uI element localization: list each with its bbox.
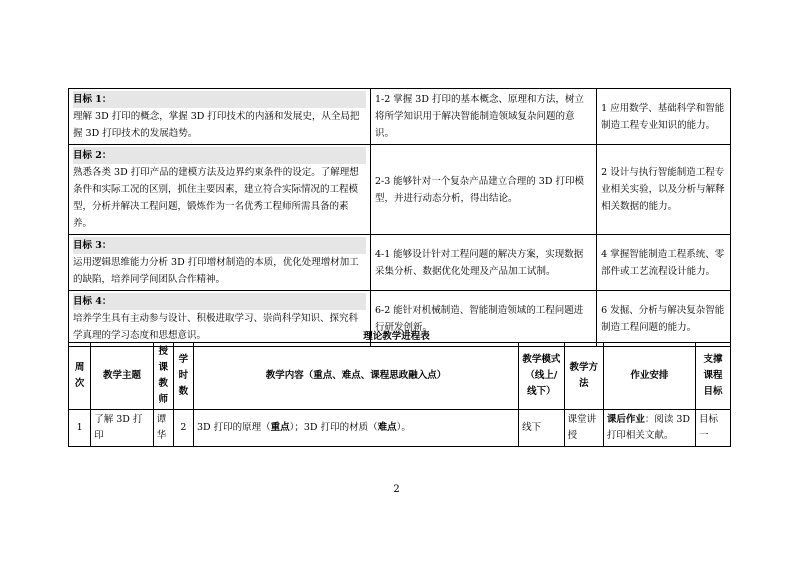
content-difficult-point: 难点 bbox=[377, 422, 397, 433]
goal-title: 目标 1： bbox=[73, 91, 366, 108]
header-homework: 作业安排 bbox=[603, 343, 695, 410]
header-teacher: 授课教师 bbox=[153, 343, 173, 410]
goal-indicator-cell: 1-2 掌握 3D 打印的基本概念、原理和方法，树立将所学知识用于解决智能制造领域复杂问题的意识。 bbox=[370, 89, 596, 145]
goal-text: 熟悉各类 3D 打印产品的建模方法及边界约束条件的设定。了解理想条件和实际工况的区别，抓住主要因素，建立符合实际情况的工程模型，分析并解决工程问题，锻炼作为一名优秀工程师所需具备的素养。 bbox=[73, 167, 359, 229]
content-part-b: ）；3D 打印的材质（ bbox=[289, 422, 378, 433]
goal-title: 目标 2： bbox=[73, 147, 366, 164]
schedule-header-row bbox=[69, 343, 731, 410]
cell-support: 目标一 bbox=[695, 410, 730, 447]
goal-row bbox=[69, 145, 731, 235]
schedule-title: 理论教学进程表 bbox=[363, 331, 430, 342]
cell-mode: 线下 bbox=[519, 410, 565, 447]
goal-description-cell bbox=[69, 89, 371, 145]
cell-homework bbox=[603, 410, 695, 447]
page-number: 2 bbox=[393, 484, 400, 495]
goal-text: 培养学生具有主动参与设计、积极进取学习、崇尚科学知识、探究科学真理的学习态度和思想意识。 bbox=[73, 313, 359, 341]
content-part-c: ）。 bbox=[396, 422, 411, 433]
goal-text: 运用逻辑思维能力分析 3D 打印增材制造的本质，优化处理增材加工的缺陷，培养同学间团队合作精神。 bbox=[73, 257, 359, 285]
homework-text: ：阅读 3D 打印相关文献。 bbox=[606, 414, 691, 441]
cell-teacher: 谭华 bbox=[153, 410, 173, 447]
header-week: 周次 bbox=[69, 343, 91, 410]
cell-topic: 了解 3D 打印 bbox=[91, 410, 153, 447]
schedule-row bbox=[69, 410, 731, 447]
goal-indicator-cell: 6-2 能针对机械制造、智能制造领域的工程问题进行研发创新。 bbox=[370, 291, 596, 347]
cell-method: 课堂讲授 bbox=[564, 410, 603, 447]
goal-description-cell bbox=[69, 145, 371, 235]
goal-title: 目标 4： bbox=[73, 293, 366, 310]
goal-title: 目标 3： bbox=[73, 237, 366, 254]
goal-requirement-cell: 4 掌握智能制造工程系统、零部件或工艺流程设计能力。 bbox=[597, 235, 731, 291]
header-content: 教学内容（重点、难点、课程思政融入点） bbox=[193, 343, 518, 410]
schedule-table bbox=[68, 342, 731, 447]
goal-text: 理解 3D 打印的概念，掌握 3D 打印技术的内涵和发展史，从全局把握 3D 打印技术的发展趋势。 bbox=[73, 111, 360, 139]
goal-description-cell bbox=[69, 235, 371, 291]
homework-label: 课后作业 bbox=[606, 414, 645, 425]
content-key-point: 重点 bbox=[270, 422, 290, 433]
goals-table bbox=[68, 88, 731, 347]
cell-week: 1 bbox=[69, 410, 91, 447]
cell-hours: 2 bbox=[173, 410, 193, 447]
header-method: 教学方法 bbox=[564, 343, 603, 410]
header-support: 支撑课程目标 bbox=[695, 343, 730, 410]
goal-requirement-cell: 6 发掘、分析与解决复杂智能制造工程问题的能力。 bbox=[597, 291, 731, 347]
goal-requirement-cell: 1 应用数学、基础科学和智能制造工程专业知识的能力。 bbox=[597, 89, 731, 145]
goal-requirement-cell: 2 设计与执行智能制造工程专业相关实验，以及分析与解释相关数据的能力。 bbox=[597, 145, 731, 235]
cell-content bbox=[193, 410, 518, 447]
header-mode: 教学模式（线上/线下） bbox=[519, 343, 565, 410]
header-hours: 学时数 bbox=[173, 343, 193, 410]
content-part-a: 3D 打印的原理（ bbox=[196, 422, 271, 433]
goal-indicator-cell: 4-1 能够设计针对工程问题的解决方案，实现数据采集分析、数据优化处理及产品加工试制。 bbox=[370, 235, 596, 291]
goal-indicator-cell: 2-3 能够针对一个复杂产品建立合理的 3D 打印模型，并进行动态分析，得出结论。 bbox=[370, 145, 596, 235]
goal-row bbox=[69, 89, 731, 145]
header-topic: 教学主题 bbox=[91, 343, 153, 410]
goal-row bbox=[69, 235, 731, 291]
